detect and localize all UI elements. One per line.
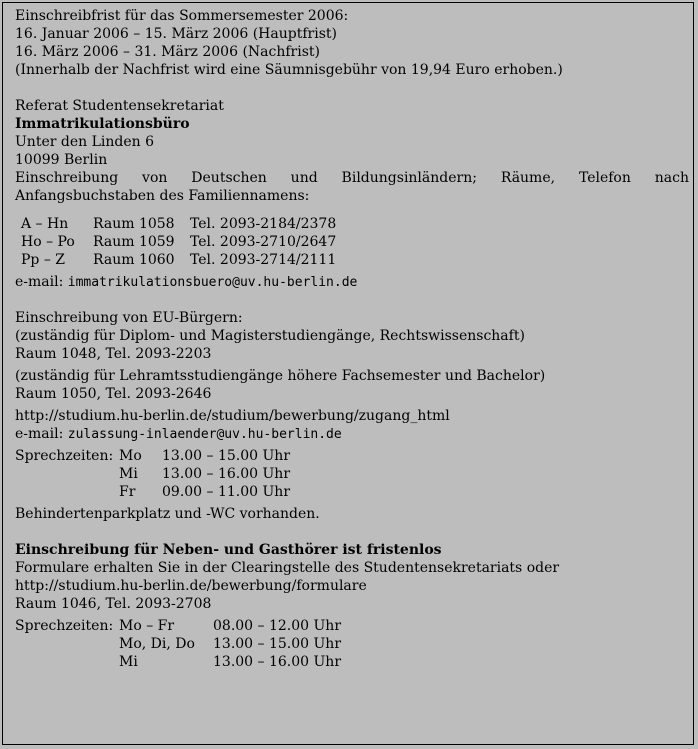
hours-day: Mi (119, 466, 138, 482)
table-row (15, 635, 341, 653)
deadline-title: Einschreibfrist für das Sommersemester 2006: (15, 8, 349, 24)
guest-hours-table (15, 617, 341, 671)
office-street: Unter den Linden 6 (15, 134, 154, 150)
room-table (21, 215, 336, 269)
room-number: Raum 1058 (93, 216, 175, 232)
table-row (15, 447, 290, 465)
room-number: Raum 1059 (93, 234, 175, 250)
eu-hours-table (15, 447, 290, 501)
eu-diplom-note: (zuständig für Diplom- und Magisterstudiengänge, Rechtswissenschaft) (15, 328, 525, 344)
table-row (21, 251, 336, 269)
hours-time: 13.00 – 16.00 Uhr (162, 466, 291, 482)
room-range: Pp – Z (21, 252, 66, 268)
room-tel: Tel. 2093-2710/2647 (190, 234, 337, 250)
table-row (15, 653, 341, 671)
table-row (15, 483, 290, 501)
deadline-fee-note: (Innerhalb der Nachfrist wird eine Säumnisgebühr von 19,94 Euro erhoben.) (15, 62, 563, 78)
hours-day: Fr (119, 484, 136, 500)
deadline-main: 16. Januar 2006 – 15. März 2006 (Hauptfrist) (15, 26, 337, 42)
eu-lehramt-note: (zuständig für Lehramtsstudiengänge höhere Fachsemester und Bachelor) (15, 368, 546, 384)
eu-url-link[interactable]: http://studium.hu-berlin.de/studium/bewerbung/zugang_html (15, 408, 450, 424)
hours-day: Mo – Fr (119, 618, 175, 634)
hours-time: 08.00 – 12.00 Uhr (213, 618, 342, 634)
table-row (15, 465, 290, 483)
room-range: A – Hn (21, 216, 69, 232)
office-email-link[interactable]: immatrikulationsbuero@uv.hu-berlin.de (67, 275, 358, 290)
table-row (21, 215, 336, 233)
guest-forms: Formulare erhalten Sie in der Clearingstelle des Studentensekretariats oder (15, 560, 560, 576)
guest-title: Einschreibung für Neben- und Gasthörer ist fristenlos (15, 542, 442, 558)
hours-label: Sprechzeiten: (15, 448, 114, 464)
office-city: 10099 Berlin (15, 152, 108, 168)
eu-diplom-room: Raum 1048, Tel. 2093-2203 (15, 346, 212, 362)
hours-time: 09.00 – 11.00 Uhr (162, 484, 291, 500)
info-box (2, 2, 694, 745)
eu-email-line (15, 425, 689, 443)
room-tel: Tel. 2093-2184/2378 (190, 216, 337, 232)
room-range: Ho – Po (21, 234, 75, 250)
eu-title: Einschreibung von EU-Bürgern: (15, 310, 243, 326)
hours-day: Mi (119, 654, 138, 670)
hours-time: 13.00 – 16.00 Uhr (213, 654, 342, 670)
guest-url-link[interactable]: http://studium.hu-berlin.de/bewerbung/formulare (15, 578, 367, 594)
office-email-line (15, 273, 689, 291)
eu-email-link[interactable]: zulassung-inlaender@uv.hu-berlin.de (67, 427, 342, 442)
email-label: e-mail: (15, 274, 68, 290)
office-department: Referat Studentensekretariat (15, 98, 224, 114)
hours-time: 13.00 – 15.00 Uhr (162, 448, 291, 464)
hours-day: Mo, Di, Do (119, 636, 195, 652)
table-row (21, 233, 336, 251)
room-tel: Tel. 2093-2714/2111 (190, 252, 337, 268)
email-label: e-mail: (15, 426, 68, 442)
eu-lehramt-room: Raum 1050, Tel. 2093-2646 (15, 386, 212, 402)
info-content (15, 7, 689, 671)
hours-label: Sprechzeiten: (15, 618, 114, 634)
deadline-late: 16. März 2006 – 31. März 2006 (Nachfrist) (15, 44, 320, 60)
hours-day: Mo (119, 448, 142, 464)
guest-room: Raum 1046, Tel. 2093-2708 (15, 596, 212, 612)
office-description: Einschreibung von Deutschen und Bildungsinländern; Räume, Telefon nach Anfangsbuchstaben des Familiennamens: (15, 170, 689, 204)
eu-accessibility: Behindertenparkplatz und -WC vorhanden. (15, 506, 320, 522)
table-row (15, 617, 341, 635)
room-number: Raum 1060 (93, 252, 175, 268)
hours-time: 13.00 – 15.00 Uhr (213, 636, 342, 652)
office-name: Immatrikulationsbüro (15, 116, 190, 132)
